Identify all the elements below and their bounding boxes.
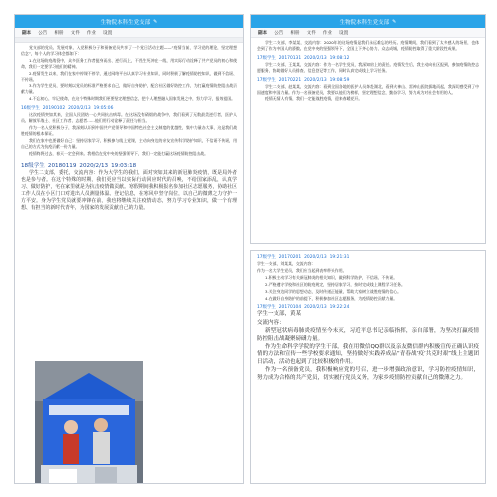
right-top-screenshot-panel bbox=[250, 14, 486, 244]
post-paragraph: 学生二支部，李某某，交流内容：2020年的这场疫情是我们永远难忘的经历。疫情期间，我们看到了太多感人的场景，也体会到了作为中国人的骄傲。在党中央的坚强领导下，全国上下齐心协力、众志成城，疫情防控取得了重大阶段性成果。 bbox=[257, 40, 479, 51]
post-paragraph: 疫情无情人有情，我们一定能战胜疫情，迎来春暖花开。 bbox=[265, 96, 363, 102]
post-paragraph: 学生二支部，赵某某，交流内容：看到全国各地的医护人员奔赴湖北，看到火神山、雷神山医院拔地而起，我深切感受到了中国速度和中国力量。作为一名预备党员，我要以他们为榜样，坚定理想信念，勤奋学习，努力成为对社会有用的人。 bbox=[257, 83, 479, 95]
window-title-bar bbox=[15, 15, 243, 28]
post-meta: 17级学生 20170221 2020/2/13 19:08:59 bbox=[257, 77, 350, 83]
post-paragraph: 疫情终将过去，春天一定会到来。我相信在党中央的坚强领导下，我们一定能打赢这场疫情防控阻击战。 bbox=[29, 150, 208, 156]
post-paragraph: 作为一名入党积极分子，我深刻认识到中国共产党领导和中国特色社会主义制度的优越性，集中力量办大事，这是我们战胜疫情的根本保证。 bbox=[21, 124, 237, 136]
volunteer-photo bbox=[35, 361, 143, 484]
post-point: 1.积极主动学习有关新冠肺炎的相关知识，做到科学防护，不信谣、不传谣。 bbox=[265, 274, 398, 280]
intro-paragraph: 党支部的党员、发展对象、入党积极分子和预备党员共享了一个党日活动主题——“疫情当前，学习党的理论，坚定理想信念”，每个人的学习体会都如下： bbox=[21, 45, 237, 56]
intro-point: 1.在这场防疫战役中，众多医务工作者挺身而出、逆行而上，不畏生死冲在一线，用实际行动诠释了共产党员的初心和使命，我们一定要学习他们的精神。 bbox=[21, 57, 237, 69]
post-paragraph: 我们在家中也要做好自己：坚持居家学习，积极参与线上党课，主动向身边的亲友宣传科学防护知识，不信谣不传谣，用自己的方式为抗疫贡献一份力量。 bbox=[21, 137, 237, 149]
reply-paragraph: 作为一名预备党员，我积极响应党的号召，进一步增强政治意识，学习防控疫情知识，努力成为合格的共产党员，切实履行党员义务，为家乡疫情防控贡献自己的微薄之力。 bbox=[257, 367, 479, 381]
menu-item-settings[interactable]: 设置 bbox=[339, 30, 349, 36]
menu-item-copy[interactable]: 副本 bbox=[258, 30, 268, 36]
menu-bar bbox=[15, 28, 243, 38]
post-point: 3.关注身边同学的思想动态，及时传递正能量，帮助大家树立战胜疫情的信心。 bbox=[265, 288, 401, 294]
menu-item-album[interactable]: 相册 bbox=[54, 30, 64, 36]
menu-item-files[interactable]: 文件 bbox=[306, 30, 316, 36]
edit-pencil-icon[interactable]: ✎ bbox=[392, 18, 397, 25]
post-meta: 17级学生 20170104 2020/2/13 19:22:24 bbox=[257, 305, 350, 311]
post-meta: 18级学生 20180119 2020/2/13 19:03:18 bbox=[21, 162, 137, 169]
edit-pencil-icon[interactable]: ✎ bbox=[153, 18, 158, 25]
post-line: 作为一名大学生党员，我们应当起到表率带头作用。 bbox=[257, 267, 347, 273]
menu-item-files[interactable]: 文件 bbox=[70, 30, 80, 36]
post-content bbox=[15, 43, 243, 215]
post-content bbox=[251, 251, 485, 385]
intro-point: 2.疫情发生以来，我们在家中停课不停学，通过网络平台认真学习专业知识，同时积极了解疫情防控知识，做到不信谣、不传谣。 bbox=[21, 70, 237, 82]
menu-item-settings[interactable]: 设置 bbox=[103, 30, 113, 36]
window-title: 生物院本科生党支部 bbox=[339, 19, 390, 26]
reply-author: 学生一支部，黄某 bbox=[257, 311, 302, 318]
reply-paragraph: 新型冠状病毒肺炎疫情至今未灭，习近平总书记亲临指挥，亲自部署，为坚决打赢疫情防控阻击战凝聚磅礴力量。 bbox=[257, 328, 479, 342]
left-screenshot-panel bbox=[14, 14, 244, 484]
menu-item-album[interactable]: 相册 bbox=[290, 30, 300, 36]
menu-item-homework[interactable]: 作业 bbox=[86, 30, 97, 36]
post-paragraph: 学生二支部，委托，交流内容：作为大学生的我们，面对突如其来的新冠肺炎疫情，既是局外者也是参与者。在这个特殊的时期，我们更应当以实际行动回应时代的召唤，不给国家添乱，认真学习、做好防护，宅在家里就是为抗击疫情做贡献。寒假期间我积极报名参加社区志愿服务，协助社区工作人员在小区门口对进出人员测量体温、登记信息，在寒风中坚守岗位，以自己的微薄之力守护一方平安。身为学生党员就要冲锋在前，我也将继续关注疫情动态，努力学习专业知识，做一个有理想、有担当的新时代青年，为国家的发展贡献自己的力量。 bbox=[21, 169, 237, 211]
post-line: 学生一支部，刘某某，交流内容： bbox=[257, 261, 316, 266]
menu-bar bbox=[251, 28, 485, 38]
right-bottom-screenshot-panel bbox=[250, 250, 486, 484]
post-meta: 17级学生 20170201 2020/2/13 19:21:31 bbox=[257, 255, 350, 260]
post-paragraph: 学生二支部，王某某，交流内容：作为一名学生党员，我深知肩上的责任。疫情发生后，我主动向社区报到，参加疫情防控志愿服务，协助做好人员排查、信息登记等工作，同时认真完成线上学习任务。 bbox=[257, 61, 479, 73]
post-meta: 16级学生 20190102 2020/2/13 19:05:06 bbox=[21, 106, 114, 112]
window-title-bar bbox=[251, 15, 485, 28]
menu-item-notice[interactable]: 公告 bbox=[38, 30, 48, 36]
window-title: 生物院本科生党支部 bbox=[100, 19, 151, 26]
menu-item-copy[interactable]: 副本 bbox=[22, 30, 32, 36]
post-point: 4.在做好自身防护的前提下，积极参加社区志愿服务，为疫情防控贡献力量。 bbox=[265, 295, 398, 301]
reply-paragraph: 作为生命科学学院的学生干部，我在用微信QQ群以及亲友微信群内积极宣传正确认识疫情的方法和宣传一些学校要求通知，坚持做好实践养成品“青春战‘疫’共克时艰”线上主题团日活动，活动也起到了比较积极的作用。 bbox=[257, 344, 479, 365]
post-content bbox=[251, 38, 485, 105]
intro-point: 3.作为学生党员，要时刻以党员的标准严格要求自己，做好自身防护，配合社区做好防控工作，为打赢疫情防控阻击战贡献力量。 bbox=[21, 83, 237, 95]
photo-illustration bbox=[35, 361, 143, 484]
post-paragraph: 这次疫情突如其来，全国人民团结一心共同抗击病毒。在这场没有硝烟的战争中，我们看到了无数最美逆行者，医护人员、解放军战士、社区工作者、志愿者……他们用行动诠释了责任与担当。 bbox=[21, 112, 237, 124]
intro-point: 4.不忘初心，牢记使命，在这个特殊时期我们更要坚定理想信念，把个人理想融入国家发展之中，努力学习，报效祖国。 bbox=[29, 96, 236, 102]
post-point: 2.严格遵守学校和社区的防疫规定，坚持居家学习，按时完成线上课程学习任务。 bbox=[265, 281, 405, 287]
menu-item-notice[interactable]: 公告 bbox=[274, 30, 284, 36]
menu-item-homework[interactable]: 作业 bbox=[322, 30, 333, 36]
reply-topic: 交流内容： bbox=[257, 319, 285, 326]
post-meta: 17级学生 20170131 2020/2/13 19:08:12 bbox=[257, 55, 350, 61]
